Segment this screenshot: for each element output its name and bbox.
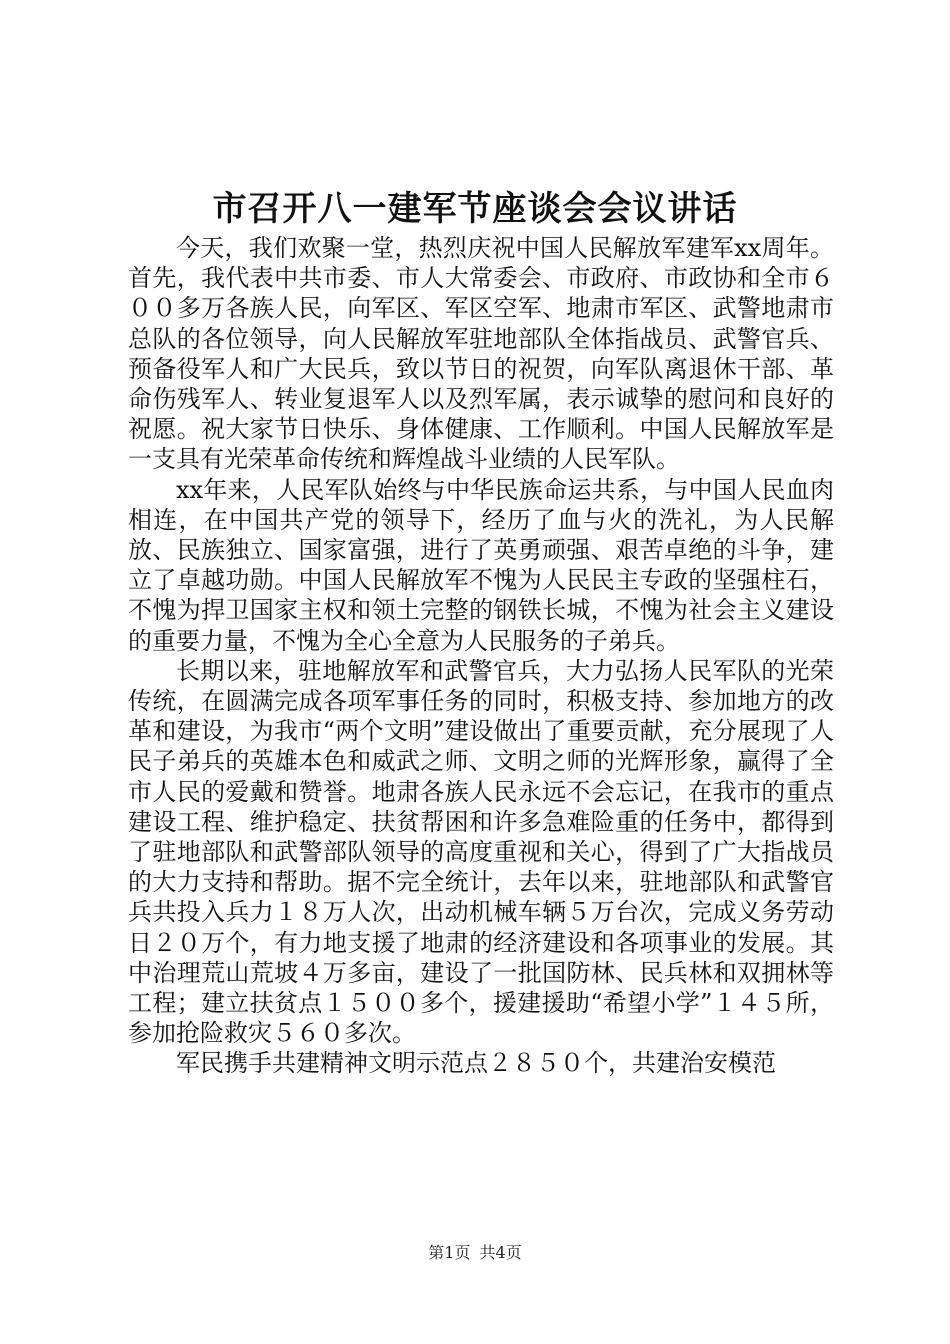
page-total: 共4页 — [479, 1243, 522, 1262]
page-footer — [0, 1243, 950, 1263]
document-body — [128, 233, 834, 1079]
page-number: 第1页 — [428, 1243, 471, 1262]
paragraph-4: 军民携手共建精神文明示范点２８５０个，共建治安模范 — [176, 1049, 776, 1078]
paragraph-2: xx年来，人民军队始终与中华民族命运共系，与中国人民血肉相连，在中国共产党的领导下，经历了血与火的洗礼，为人民解放、民族独立、国家富强，进行了英勇顽强、艰苦卓绝的斗争，建立了卓越功勋。中国人民解放军不愧为人民民主专政的坚强柱石，不愧为捍卫国家主权和领土完整的钢铁长城，不愧为社会主义建设的重要力量，不愧为全心全意为人民服务的子弟兵。 — [128, 475, 834, 655]
paragraph-3: 长期以来，驻地解放军和武警官兵，大力弘扬人民军队的光荣传统，在圆满完成各项军事任务的同时，积极支持、参加地方的改革和建设，为我市“两个文明”建设做出了重要贡献，充分展现了人民子弟兵的英雄本色和威武之师、文明之师的光辉形象，赢得了全市人民的爱戴和赞誉。地肃各族人民永远不会忘记，在我市的重点建设工程、维护稳定、扶贫帮困和许多急难险重的任务中，都得到了驻地部队和武警部队领导的高度重视和关心，得到了广大指战员的大力支持和帮助。据不完全统计，去年以来，驻地部队和武警官兵共投入兵力１８万人次，出动机械车辆５万台次，完成义务劳动日２０万个，有力地支援了地肃的经济建设和各项事业的发展。其中治理荒山荒坡４万多亩，建设了一批国防林、民兵林和双拥林等工程；建立扶贫点１５００多个，援建援助“希望小学”１４５所，参加抢险救灾５６０多次。 — [128, 656, 834, 1048]
paragraph-1: 今天，我们欢聚一堂，热烈庆祝中国人民解放军建军xx周年。首先，我代表中共市委、市人大常委会、市政府、市政协和全市６００多万各族人民，向军区、军区空军、地肃市军区、武警地肃市总队的各位领导，向人民解放军驻地部队全体指战员、武警官兵、预备役军人和广大民兵，致以节日的祝贺，向军队离退休干部、革命伤残军人、转业复退军人以及烈军属，表示诚挚的慰问和良好的祝愿。祝大家节日快乐、身体健康、工作顺利。中国人民解放军是一支具有光荣革命传统和辉煌战斗业绩的人民军队。 — [128, 234, 834, 474]
document-title: 市召开八一建军节座谈会会议讲话 — [212, 189, 738, 229]
